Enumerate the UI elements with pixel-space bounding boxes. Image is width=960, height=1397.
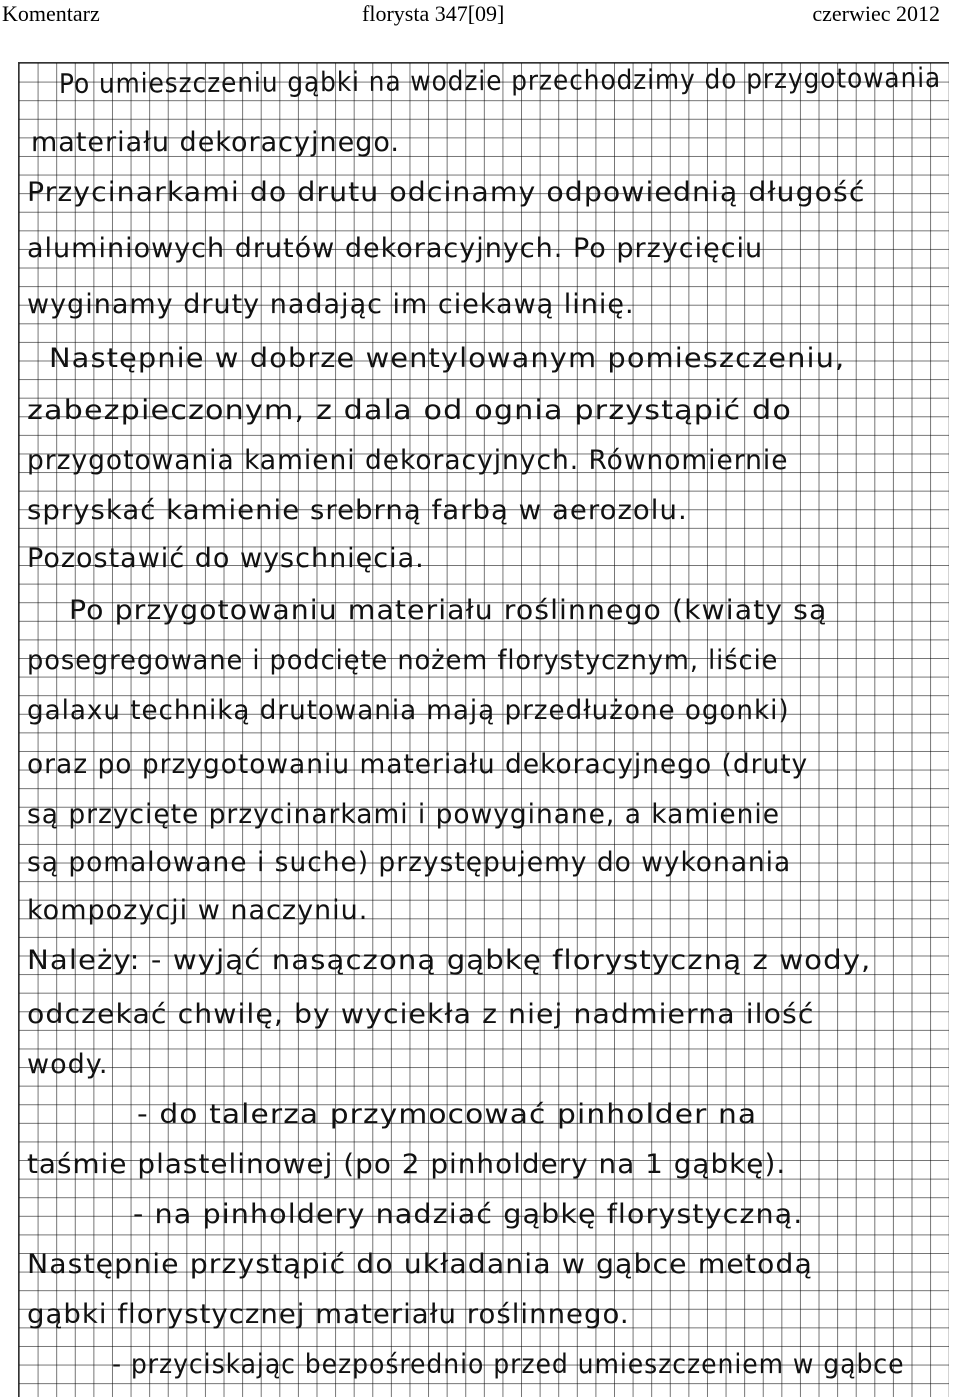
handwritten-line-7: zabezpieczonym, z dala od ognia przystąpić do (27, 395, 792, 426)
handwritten-line-13: galaxu techniką drutowania mają przedłużone ogonki) (27, 695, 790, 726)
handwritten-line-15: są przycięte przycinarkami i powyginane, a kamienie (27, 799, 781, 830)
handwritten-line-23: - na pinholdery nadziać gąbkę florystyczną. (133, 1199, 804, 1230)
handwritten-line-12: posegregowane i podcięte nożem florystycznym, liście (27, 645, 779, 676)
handwritten-line-8: przygotowania kamieni dekoracyjnych. Równomiernie (27, 445, 789, 476)
handwritten-line-24: Następnie przystąpić do układania w gąbce metodą (27, 1249, 813, 1280)
handwritten-line-22: taśmie plastelinowej (po 2 pinholdery na 1 gąbkę). (27, 1149, 787, 1180)
handwritten-line-10: Pozostawić do wyschnięcia. (27, 543, 425, 574)
header-date: czerwiec 2012 (812, 1, 940, 26)
handwritten-line-6: Następnie w dobrze wentylowanym pomieszczeniu, (49, 343, 846, 374)
handwritten-line-17: kompozycji w naczyniu. (27, 895, 369, 926)
handwritten-line-26: - przyciskając bezpośrednio przed umieszczeniem w gąbce (112, 1349, 905, 1380)
handwritten-line-5: wyginamy druty nadając im ciekawą linię. (27, 289, 635, 320)
header-course-code: florysta 347[09] (362, 1, 505, 26)
header-section-label: Komentarz (2, 1, 100, 26)
handwritten-line-1: Po umieszczeniu gąbki na wodzie przechodzimy do przygotowania (58, 62, 942, 100)
graph-paper-sheet (18, 62, 949, 1397)
handwritten-line-21: - do talerza przymocować pinholder na (137, 1099, 758, 1130)
handwritten-line-18: Należy: - wyjąć nasączoną gąbkę florystyczną z wody, (27, 945, 872, 976)
handwritten-line-14: oraz po przygotowaniu materiału dekoracyjnego (druty (27, 749, 809, 780)
handwritten-line-2: materiału dekoracyjnego. (31, 127, 400, 158)
handwritten-line-25: gąbki florystycznej materiału roślinnego. (27, 1299, 630, 1330)
handwritten-line-4: aluminiowych drutów dekoracyjnych. Po przycięciu (27, 233, 764, 264)
handwritten-line-3: Przycinarkami do drutu odcinamy odpowiednią długość (27, 177, 866, 208)
handwritten-line-9: spryskać kamienie srebrną farbą w aerozolu. (27, 495, 688, 526)
page-header (0, 0, 960, 34)
handwritten-line-16: są pomalowane i suche) przystępujemy do wykonania (27, 847, 792, 878)
handwritten-line-20: wody. (27, 1049, 109, 1080)
handwritten-line-19: odczekać chwilę, by wyciekła z niej nadmierna ilość (27, 999, 815, 1030)
handwritten-line-11: Po przygotowaniu materiału roślinnego (kwiaty są (69, 595, 828, 626)
